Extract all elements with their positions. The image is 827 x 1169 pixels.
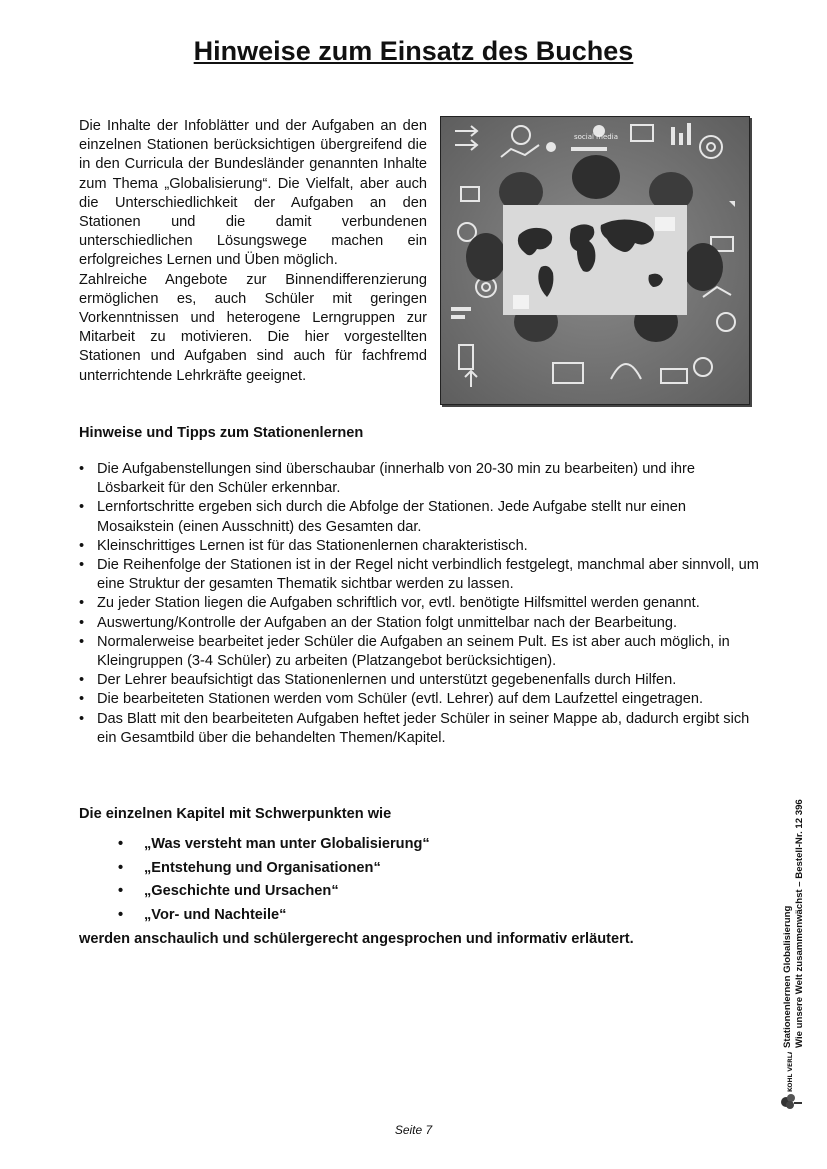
tips-list	[79, 460, 759, 748]
chapters-list	[118, 833, 430, 927]
list-item: • Normalerweise bearbeitet jeder Schüler die Aufgaben an seinem Pult. Es ist aber auch möglich, in Kleingruppen (3-4 Schüler) zu arbeiten (Platzangebot berücksichtigen).	[79, 633, 759, 671]
intro-paragraph-2: Zahlreiche Angebote zur Binnendifferenzierung ermöglichen es, auch Schüler mit geringen Vorkenntnissen und heterogene Lerngruppen zur Mitarbeit zu motivieren. Die hier vorgestellten Stationen und Aufgaben sind auch für fachfremd unterrichtende Lehrkräfte geeignet.	[79, 271, 427, 384]
sidebar-line-1: Stationenlernen Globalisierung	[782, 905, 793, 1048]
list-item: • Die Aufgabenstellungen sind überschaubar (innerhalb von 20-30 min zu bearbeiten) und ihre Lösbarkeit für den Schüler erkennbar.	[79, 460, 759, 498]
publisher-logo	[778, 1052, 806, 1112]
list-item: • Zu jeder Station liegen die Aufgaben schriftlich vor, evtl. benötigte Hilfsmittel werden genannt.	[79, 594, 759, 613]
list-item: • Lernfortschritte ergeben sich durch die Abfolge der Stationen. Jede Aufgabe stellt nur einen Mosaikstein (einen Ausschnitt) des Gesamten dar.	[79, 498, 759, 536]
sidebar-line-2: Wie unsere Welt zusammenwächst – Bestell-Nr. 12 396	[793, 799, 805, 1048]
list-item: • Auswertung/Kontrolle der Aufgaben an der Station folgt unmittelbar nach der Bearbeitung.	[79, 614, 759, 633]
intro-text	[79, 117, 427, 386]
chapter-item: • „Was versteht man unter Globalisierung“	[118, 833, 430, 857]
list-item: • Der Lehrer beaufsichtigt das Stationenlernen und unterstützt gegebenenfalls durch Hilfen.	[79, 671, 759, 690]
chapters-heading: Die einzelnen Kapitel mit Schwerpunkten wie	[79, 806, 392, 822]
social-media-icon-label: social media	[574, 133, 618, 141]
chapter-item: • „Entstehung und Organisationen“	[118, 857, 430, 881]
list-item: • Die bearbeiteten Stationen werden vom Schüler (evtl. Lehrer) auf dem Laufzettel eingetragen.	[79, 690, 759, 709]
tips-heading: Hinweise und Tipps zum Stationenlernen	[79, 425, 364, 441]
chapter-item: • „Geschichte und Ursachen“	[118, 880, 430, 904]
publisher-logo-text: KOHL VERLAG	[787, 1052, 794, 1092]
chapter-item: • „Vor- und Nachteile“	[118, 904, 430, 928]
tree-icon	[781, 1094, 802, 1109]
page-number: Seite 7	[394, 1123, 433, 1137]
page-title: Hinweise zum Einsatz des Buches	[193, 36, 634, 66]
list-item: • Die Reihenfolge der Stationen ist in der Regel nicht verbindlich festgelegt, manchmal aber sinnvoll, um eine Struktur der gesamten Thematik sichtbar werden zu lassen.	[79, 556, 759, 594]
list-item: • Das Blatt mit den bearbeiteten Aufgaben heftet jeder Schüler in seiner Mappe ab, dadurch ergibt sich ein Gesamtbild über die behandelten Themen/Kapitel.	[79, 710, 759, 748]
list-item: • Kleinschrittiges Lernen ist für das Stationenlernen charakteristisch.	[79, 537, 759, 556]
intro-paragraph-1: Die Inhalte der Infoblätter und der Aufgaben an den einzelnen Stationen berücksichtigen übergreifend die in den Curricula der Bundesländer genannten Inhalte zum Thema „Globalisierung“. Die Vielfalt, aber auch die Unterschiedlichkeit der Aufgaben an den Stationen und die damit verbundenen unterschiedlichen Lösungswege machen ein erfolgreiches Lernen und Üben möglich.	[79, 118, 427, 269]
globalization-photo	[440, 116, 750, 405]
closing-text: werden anschaulich und schülergerecht angesprochen und informativ erläutert.	[79, 931, 634, 947]
